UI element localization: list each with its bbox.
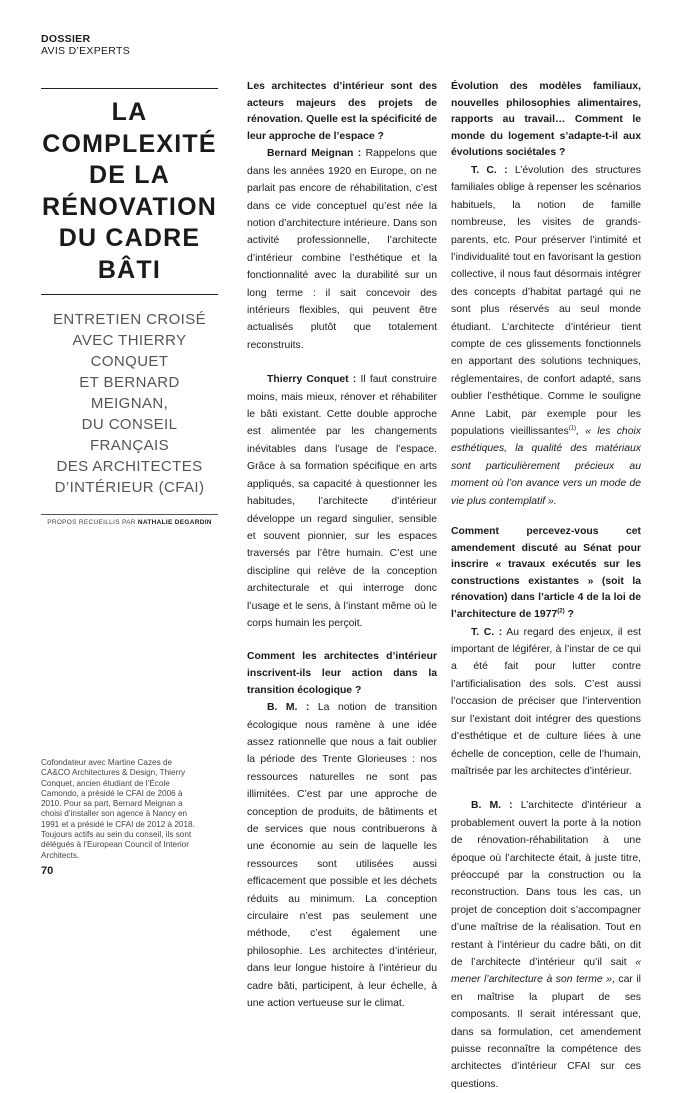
answer-text-end: , car il en maîtrise la plupart de ses composants. Il serait intéressant que, dans sa formulation, cet amendement puisse reconnaître la compétence des architectes d’intérieur CFAI sur ces questions. <box>451 974 641 1090</box>
answer-paragraph <box>451 797 641 1093</box>
answer-text: Au regard des enjeux, il est important de légiférer, à l’instar de ce qui a été fait pour lutter contre l’artificialisation des sols. C’est aussi l’occasion de préciser que l’intervention sur l’existant doit intégrer des questions d’esthétique et de culture liées à une échelle de conception, celle de l’humain, maîtrisée par les architectes d’intérieur. <box>451 626 641 777</box>
title-line: RÉNOVATION <box>42 192 217 221</box>
answer-paragraph <box>451 624 641 781</box>
title-line: DE LA <box>89 161 170 189</box>
answer-paragraph <box>247 371 437 632</box>
article-title <box>41 89 218 294</box>
title-line: LA COMPLEXITÉ <box>42 98 217 158</box>
answer-paragraph <box>247 145 437 354</box>
speaker: B. M. : <box>471 800 513 812</box>
credits-label: PROPOS RECUEILLIS PAR <box>47 519 136 526</box>
answer-text: L’évolution des structures familiales oblige à repenser les scénarios habituels, la notion de famille nombreuse, les visites de grands-parents, etc. Pour préserver l’intimité et l’individualité tout en favorisant la gestion collective, il nous faut désormais intégrer des concepts d’habitat partagé qui ne sont plus réservés au seul monde étudiant. L’architecte d’intérieur tient compte de ces glissements fonctionnels en apportant des solutions techniques, réglementaires, de confort adapté, sans oublier l’esthétique. Comme le souligne Anne Labit, par exemple pour les populations vieillissantes <box>451 164 642 438</box>
speaker: T. C. : <box>471 626 503 638</box>
answer-paragraph <box>247 699 437 1012</box>
author-bio: Cofondateur avec Martine Cazes de CA&CO Architectures & Design, Thierry Conquet, ancien étudiant de l’École Camondo, a présidé le CFAI de 2006 à 2010. Pour sa part, Bernard Meignan a choisi d’installer son agence à Nancy en 1991 et a présidé le CFAI de 2012 à 2018. Toujours actifs au sein du conseil, ils sont délégués à l’European Council of Interior Architects. <box>41 758 195 860</box>
question-text: Comment percevez-vous cet amendement discuté au Sénat pour inscrire « travaux exécutés sur les constructions existantes » (soit la rénovation) dans l’article 4 de la loi de l’architecture de 1977 <box>451 526 641 621</box>
subtitle-line: DES ARCHITECTES <box>56 458 203 475</box>
credits-line <box>41 519 218 526</box>
question <box>451 524 641 624</box>
question: Comment les architectes d’intérieur inscrivent-ils leur action dans la transition écologique ? <box>247 651 437 696</box>
speaker: Thierry Conquet : <box>267 374 357 386</box>
answer-text: L’architecte d’intérieur a probablement ouvert la porte à la notion de rénovation-réhabilitation à une époque où l’architecte était, à juste titre, préoccupé par la construction ou la reconstruction. Dans tous les cas, un projet de conception doit s’accompagner d’une maîtrise de la réalisation. Tout en restant à l’intérieur du cadre bâti, on dit de l’architecte d’intérieur qu’il sait <box>451 800 641 968</box>
section-header <box>41 33 130 57</box>
answer-text: Il faut construire moins, mais mieux, rénover et réhabiliter le bâti existant. Cette double approche est alimentée par les changements inévitables dans l’usage de l’espace. Grâce à sa formation spécifique en arts appliqués, sa capacité à questionner les habitudes, l’architecte d’intérieur développe un regard singulier, sensible et souvent pionnier, sur les espaces traversés par l’être humain. C’est une discipline qui relève de la conception architecturale et qui interroge donc l’usage et le sens, à l’instant même où le corps humain les perçoit. <box>247 374 437 629</box>
answer-paragraph <box>451 162 641 510</box>
subtitle-line: ENTRETIEN CROISÉ <box>52 311 207 328</box>
title-line: DU CADRE BÂTI <box>58 224 201 284</box>
question: Évolution des modèles familiaux, nouvelles philosophies alimentaires, rapports au travail… Comment le monde du logement s’adapte-t-il aux évolutions sociétales ? <box>451 81 641 159</box>
footnote-ref: (2) <box>557 608 565 615</box>
question: Les architectes d’intérieur sont des acteurs majeurs des projets de rénovation. Quelle est la spécificité de leur approche de l’espace ? <box>247 81 437 142</box>
subtitle-line: DU CONSEIL FRANÇAIS <box>81 416 178 454</box>
subsection-label: AVIS D’EXPERTS <box>41 45 131 57</box>
title-bottom-rule <box>41 294 218 295</box>
article-subtitle <box>41 309 218 498</box>
speaker: Bernard Meignan : <box>267 148 362 160</box>
section-label: DOSSIER <box>41 33 91 45</box>
page-number: 70 <box>41 865 54 877</box>
subtitle-line: AVEC THIERRY CONQUET <box>72 332 187 370</box>
answer-text: Rappelons que dans les années 1920 en Europe, on ne parlait pas encore de réhabilitation, c’est dans ce vide conceptuel qu’est née la notion d’architecture intérieure. Dans son activité professionnelle, l’architecte d’intérieur combine l’esthétique et la fonctionnalité avec la durabilité sur un long terme : il sait concevoir des intérieurs flexibles, qui peuvent être actualisés plutôt que totalement reconstruits. <box>247 148 438 351</box>
credits-author: NATHALIE DEGARDIN <box>137 519 212 526</box>
speaker: T. C. : <box>471 164 508 176</box>
footnote-ref: (1) <box>568 425 577 432</box>
speaker: B. M. : <box>267 702 310 714</box>
subtitle-line: ET BERNARD MEIGNAN, <box>79 374 180 412</box>
subtitle-line: D’INTÉRIEUR (CFAI) <box>54 479 205 496</box>
credits-rule <box>41 514 218 515</box>
text-column-2 <box>451 79 641 1093</box>
quote-text: « mener l’architecture à son terme » <box>451 956 641 986</box>
text-column-1 <box>247 79 437 1012</box>
title-block <box>41 88 218 526</box>
answer-text: La notion de transition écologique nous ramène à une idée assez rationnelle que nous a fait oublier la période des Trente Glorieuses : nos ressources naturelles ne sont pas illimitées. C’est par une approche de conception de produits, de bâtiments et de services que nous contribuerons à une économie au sein de laquelle les ressources sont utilisées aussi efficacement que possible et les déchets réduits au minimum. La conception circulaire n’est pas seulement une méthode, c’est également une philosophie. Les architectes d’intérieur, dans leur longue histoire à l’intérieur du cadre bâti, participent, à leur échelle, à une action vertueuse sur le climat. <box>247 702 437 1010</box>
quote-text: , « les choix esthétiques, la qualité des matériaux sont particulièrement précieux au moment où l’on avance vers un mode de vie plus contemplatif ». <box>451 426 641 507</box>
question-end: ? <box>564 609 574 621</box>
